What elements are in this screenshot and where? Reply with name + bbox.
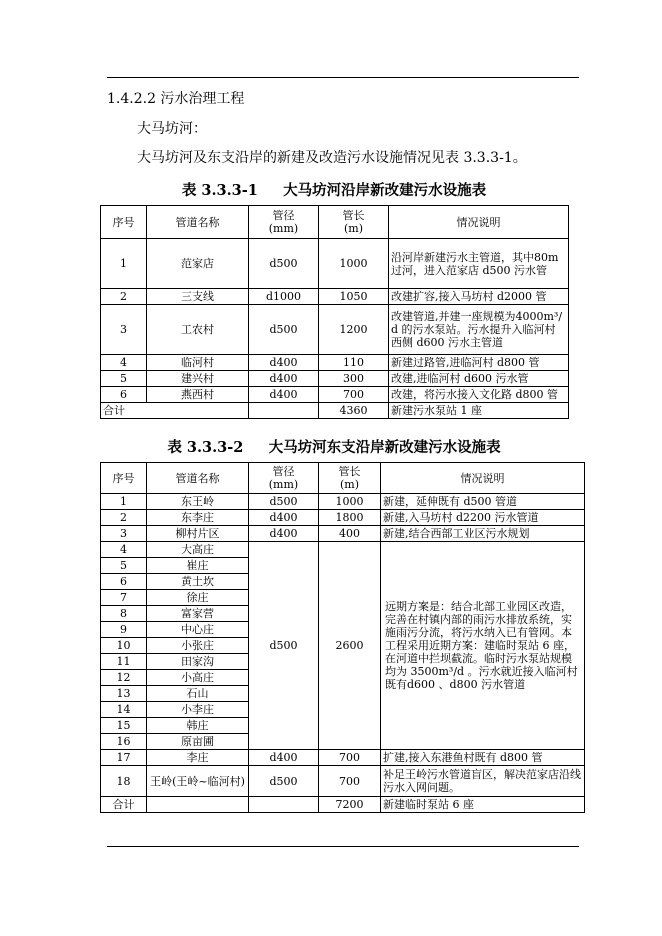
table1-total-row xyxy=(101,403,569,419)
row-name: 燕西村 xyxy=(147,387,249,403)
table-row xyxy=(101,371,569,387)
row-length: 700 xyxy=(319,387,389,403)
table2-header-diameter-label: 管径 xyxy=(272,465,295,478)
row-seq: 6 xyxy=(101,574,147,590)
row-seq: 16 xyxy=(101,734,147,750)
row-name: 三支线 xyxy=(147,289,249,305)
table2-header-row xyxy=(101,463,585,494)
row-seq: 3 xyxy=(101,305,147,355)
table1-header-seq: 序号 xyxy=(101,206,147,239)
row-diameter: d400 xyxy=(249,510,319,526)
row-diameter: d400 xyxy=(249,526,319,542)
row-name: 韩庄 xyxy=(147,718,249,734)
total-label: 合计 xyxy=(101,797,147,813)
row-length: 700 xyxy=(319,750,381,766)
table-row xyxy=(101,239,569,289)
total-name xyxy=(147,797,249,813)
section-heading: 1.4.2.2 污水治理工程 xyxy=(107,91,245,107)
row-name: 徐庄 xyxy=(147,590,249,606)
row-name: 大高庄 xyxy=(147,542,249,558)
row-seq: 2 xyxy=(101,289,147,305)
header-rule xyxy=(107,77,579,78)
row-seq: 6 xyxy=(101,387,147,403)
row-name: 田家沟 xyxy=(147,654,249,670)
row-name: 工农村 xyxy=(147,305,249,355)
section-subheading: 大马坊河： xyxy=(137,121,207,137)
row-diameter: d500 xyxy=(249,305,319,355)
total-desc: 新建污水泵站 1 座 xyxy=(389,403,569,419)
row-name: 小李庄 xyxy=(147,702,249,718)
row-seq: 1 xyxy=(101,239,147,289)
row-length: 1000 xyxy=(319,239,389,289)
footer-rule xyxy=(107,846,579,847)
row-seq: 4 xyxy=(101,355,147,371)
row-seq: 1 xyxy=(101,494,147,510)
row-desc: 新建,结合西部工业区污水规划 xyxy=(381,526,585,542)
table2-title: 大马坊河东支沿岸新改建污水设施表 xyxy=(268,439,501,456)
total-length: 4360 xyxy=(319,403,389,419)
row-seq: 18 xyxy=(101,766,147,797)
table-row xyxy=(101,542,585,558)
row-seq: 3 xyxy=(101,526,147,542)
total-diameter xyxy=(249,403,319,419)
table1-header-length xyxy=(319,206,389,239)
table1-header-diameter xyxy=(249,206,319,239)
table-row xyxy=(101,510,585,526)
row-name: 崔庄 xyxy=(147,558,249,574)
table-row xyxy=(101,289,569,305)
group-length: 2600 xyxy=(319,542,381,750)
row-seq: 14 xyxy=(101,702,147,718)
row-desc: 补足王岭污水管道盲区，解决范家店沿线污水入网问题。 xyxy=(381,766,585,797)
row-diameter: d500 xyxy=(249,239,319,289)
table2-header-length xyxy=(319,463,381,494)
row-desc: 新建，延伸既有 d500 管道 xyxy=(381,494,585,510)
row-diameter: d500 xyxy=(249,494,319,510)
row-desc: 改建扩容,接入马坊村 d2000 管 xyxy=(389,289,569,305)
row-desc: 改建管道,并建一座规模为4000m³/d 的污水泵站。污水提升入临河村西侧 d600 污水主管道 xyxy=(389,305,569,355)
row-name: 建兴村 xyxy=(147,371,249,387)
table-row xyxy=(101,355,569,371)
table1-header-name: 管道名称 xyxy=(147,206,249,239)
table1-header-diameter-unit: (mm) xyxy=(268,222,299,235)
row-name: 富家营 xyxy=(147,606,249,622)
total-length: 7200 xyxy=(319,797,381,813)
row-name: 小张庄 xyxy=(147,638,249,654)
table2-header-diameter xyxy=(249,463,319,494)
table-row xyxy=(101,526,585,542)
table1-title: 大马坊河沿岸新改建污水设施表 xyxy=(283,182,487,199)
row-name: 中心庄 xyxy=(147,622,249,638)
row-desc: 扩建,接入东港鱼村既有 d800 管 xyxy=(381,750,585,766)
row-name: 范家店 xyxy=(147,239,249,289)
table1-header-desc: 情况说明 xyxy=(389,206,569,239)
row-name: 原亩圃 xyxy=(147,734,249,750)
row-name: 王岭(王岭~临河村) xyxy=(147,766,249,797)
row-length: 700 xyxy=(319,766,381,797)
group-desc: 远期方案是：结合北部工业园区改造，完善在村镇内部的雨污水排放系统，实施雨污分流，将污水纳入已有管网。本工程采用近期方案：建临时泵站 6 座，在河道中拦坝截流。临时污水泵站规模均为 3500m³/d 。污水就近接入临河村既有d600 、d800 污水管道 xyxy=(381,542,585,750)
section-intro: 大马坊河及东支沿岸的新建及改造污水设施情况见表 3.3.3-1。 xyxy=(137,150,527,166)
row-seq: 13 xyxy=(101,686,147,702)
group-diameter: d500 xyxy=(249,542,319,750)
table2-header-seq: 序号 xyxy=(101,463,147,494)
row-desc: 沿河岸新建污水主管道，其中80m 过河，进入范家店 d500 污水管 xyxy=(389,239,569,289)
table2-number: 表 3.3.3-2 xyxy=(167,439,244,456)
row-seq: 7 xyxy=(101,590,147,606)
row-seq: 8 xyxy=(101,606,147,622)
row-desc: 新建过路管,进临河村 d800 管 xyxy=(389,355,569,371)
row-seq: 5 xyxy=(101,371,147,387)
table1-header-diameter-label: 管径 xyxy=(272,209,295,222)
row-seq: 9 xyxy=(101,622,147,638)
row-seq: 12 xyxy=(101,670,147,686)
table1 xyxy=(100,205,569,419)
row-name: 东王岭 xyxy=(147,494,249,510)
row-seq: 11 xyxy=(101,654,147,670)
row-name: 黄土坎 xyxy=(147,574,249,590)
table2-header-length-label: 管长 xyxy=(338,465,361,478)
table1-header-length-label: 管长 xyxy=(342,209,365,222)
row-diameter: d400 xyxy=(249,355,319,371)
row-name: 石山 xyxy=(147,686,249,702)
table2-header-desc: 情况说明 xyxy=(381,463,585,494)
row-diameter: d1000 xyxy=(249,289,319,305)
row-seq: 10 xyxy=(101,638,147,654)
table2-header-length-unit: (m) xyxy=(339,478,359,491)
row-length: 1050 xyxy=(319,289,389,305)
table-row xyxy=(101,494,585,510)
total-desc: 新建临时泵站 6 座 xyxy=(381,797,585,813)
row-length: 1000 xyxy=(319,494,381,510)
row-name: 东李庄 xyxy=(147,510,249,526)
total-diameter xyxy=(249,797,319,813)
table2-header-name: 管道名称 xyxy=(147,463,249,494)
table2-header-diameter-unit: (mm) xyxy=(268,478,299,491)
table-row xyxy=(101,387,569,403)
table2-total-row xyxy=(101,797,585,813)
row-name: 小高庄 xyxy=(147,670,249,686)
table-row xyxy=(101,305,569,355)
table2 xyxy=(100,462,585,813)
table1-caption xyxy=(100,179,568,200)
row-length: 400 xyxy=(319,526,381,542)
total-label: 合计 xyxy=(101,403,249,419)
row-length: 1200 xyxy=(319,305,389,355)
table1-number: 表 3.3.3-1 xyxy=(181,182,258,199)
row-name: 临河村 xyxy=(147,355,249,371)
row-desc: 改建，将污水接入文化路 d800 管 xyxy=(389,387,569,403)
row-length: 300 xyxy=(319,371,389,387)
row-diameter: d400 xyxy=(249,387,319,403)
row-desc: 改建,进临河村 d600 污水管 xyxy=(389,371,569,387)
table-row xyxy=(101,750,585,766)
row-length: 110 xyxy=(319,355,389,371)
row-diameter: d400 xyxy=(249,750,319,766)
row-seq: 5 xyxy=(101,558,147,574)
table1-header-length-unit: (m) xyxy=(343,222,363,235)
table1-header-row xyxy=(101,206,569,239)
row-seq: 4 xyxy=(101,542,147,558)
row-name: 柳村片区 xyxy=(147,526,249,542)
row-desc: 新建,入马坊村 d2200 污水管道 xyxy=(381,510,585,526)
row-diameter: d500 xyxy=(249,766,319,797)
row-diameter: d400 xyxy=(249,371,319,387)
row-seq: 15 xyxy=(101,718,147,734)
table-row xyxy=(101,766,585,797)
table2-caption xyxy=(100,436,568,457)
row-seq: 2 xyxy=(101,510,147,526)
row-name: 李庄 xyxy=(147,750,249,766)
row-length: 1800 xyxy=(319,510,381,526)
row-seq: 17 xyxy=(101,750,147,766)
